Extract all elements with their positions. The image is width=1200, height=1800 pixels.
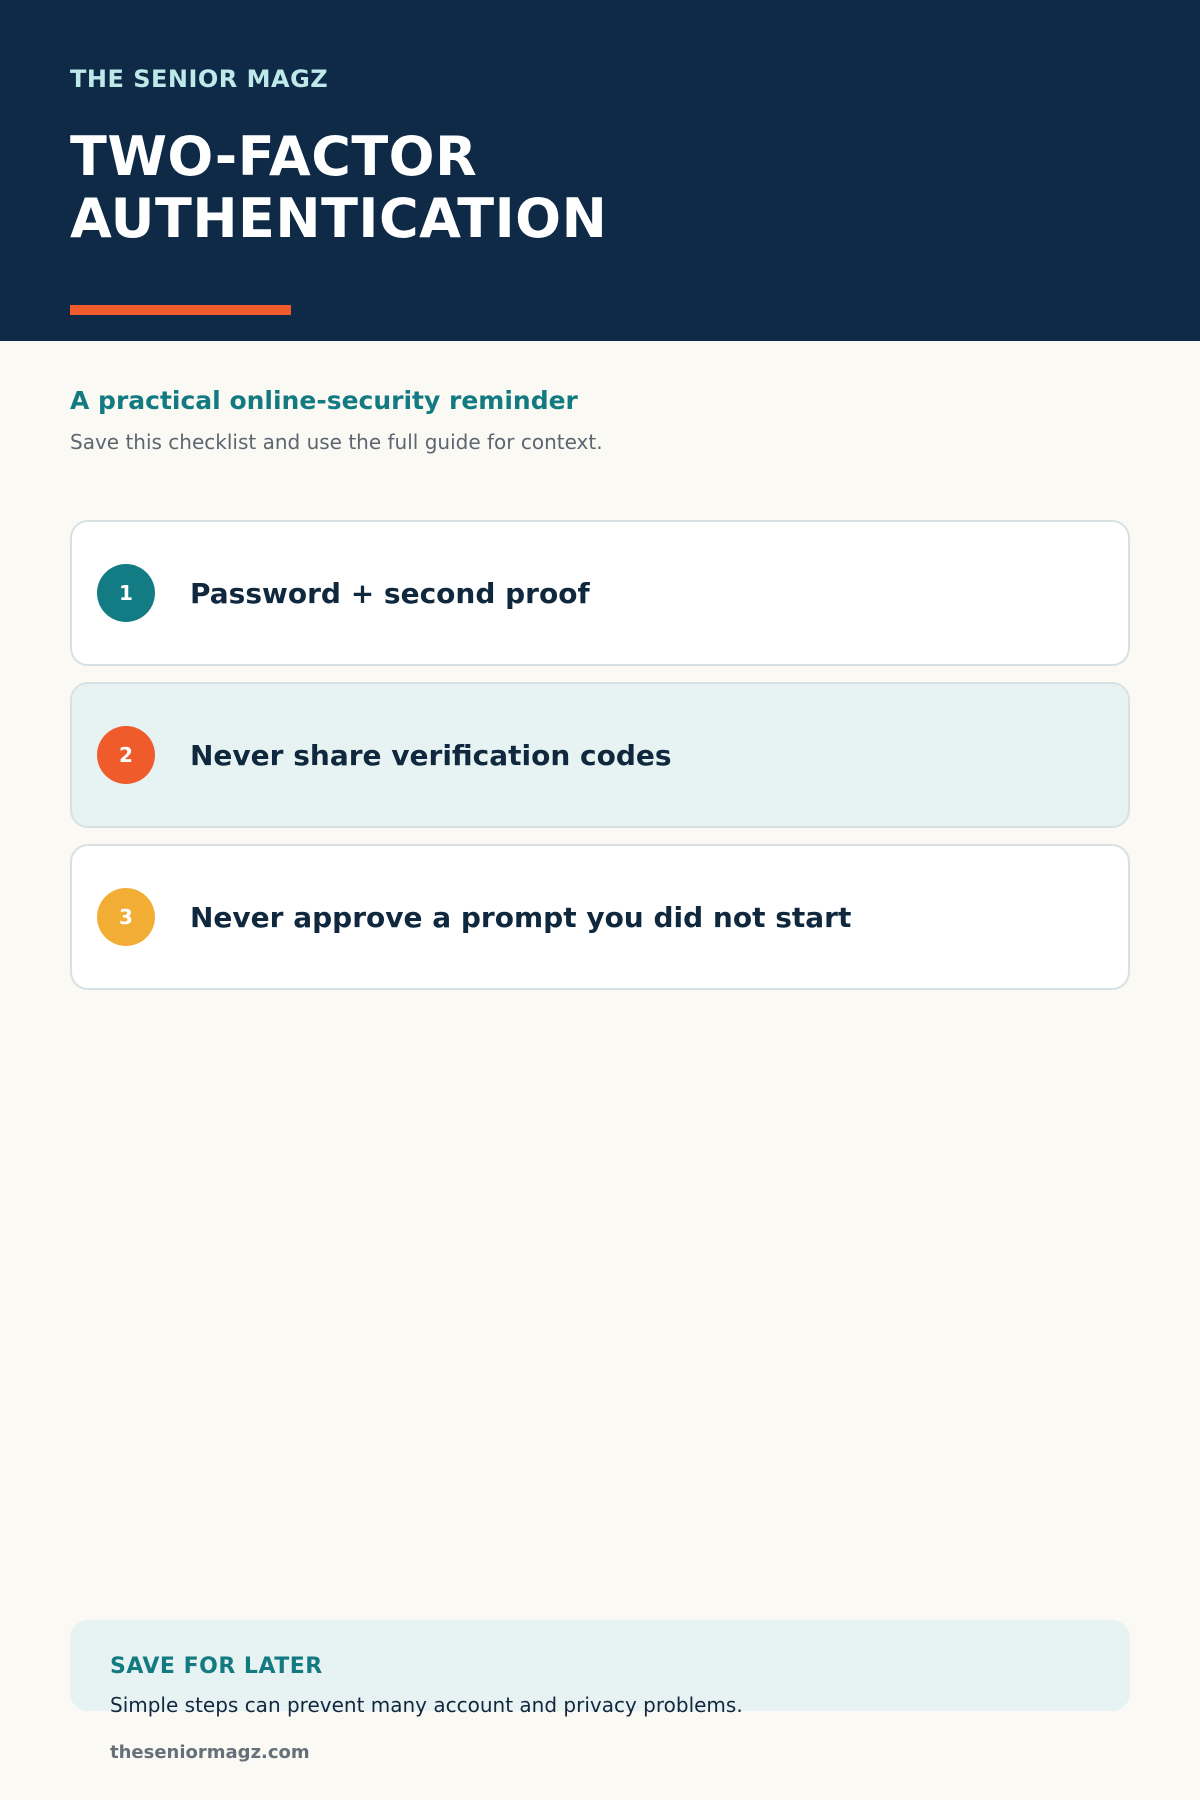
number-badge-2: 2: [97, 726, 155, 784]
checklist-item-text: Password + second proof: [190, 577, 590, 610]
save-for-later-message: Simple steps can prevent many account and privacy problems.: [110, 1693, 743, 1717]
publication-name: THE SENIOR MAGZ: [70, 65, 329, 93]
checklist-item-approval-prompts: [70, 844, 1130, 990]
page-title-line-1: TWO-FACTOR: [70, 125, 478, 188]
save-for-later-heading: SAVE FOR LATER: [110, 1654, 323, 1679]
number-badge-1: 1: [97, 564, 155, 622]
checklist-description: Save this checklist and use the full guide for context.: [70, 430, 603, 454]
page-title: [70, 126, 970, 250]
website-link[interactable]: theseniormagz.com: [110, 1742, 310, 1763]
page-title-line-2: AUTHENTICATION: [70, 187, 608, 250]
title-accent-bar: [70, 305, 291, 315]
reminder-subtitle: A practical online-security reminder: [70, 386, 578, 415]
checklist-item-text: Never approve a prompt you did not start: [190, 901, 852, 934]
number-badge-3: 3: [97, 888, 155, 946]
checklist-item-verification-codes: [70, 682, 1130, 828]
checklist-item-password-second-proof: [70, 520, 1130, 666]
page-header: [0, 0, 1200, 341]
checklist-item-text: Never share verification codes: [190, 739, 672, 772]
security-checklist: [70, 520, 1130, 1006]
